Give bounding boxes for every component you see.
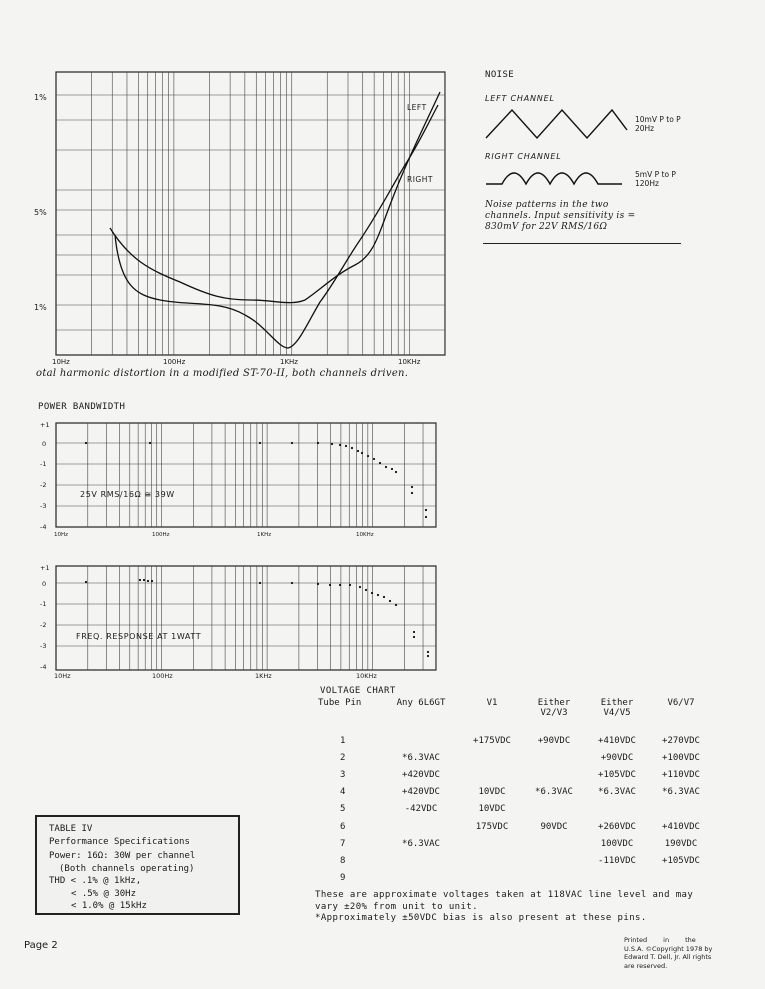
power-data-point — [367, 455, 369, 457]
freq-y-tick: 0 — [42, 580, 47, 588]
freq-data-point — [349, 584, 351, 586]
thd-x-tick: 10KHz — [398, 358, 421, 366]
freq-data-point — [359, 586, 361, 588]
freq-data-point — [147, 580, 149, 582]
freq-data-point — [291, 582, 293, 584]
noise-caption-line: 830mV for 22V RMS/16Ω — [485, 222, 608, 232]
voltage-cell: +260VDC — [598, 821, 636, 832]
power-y-tick: -1 — [40, 460, 47, 468]
power-data-point — [357, 450, 359, 452]
power-data-point — [395, 471, 397, 473]
power-x-tick: 100Hz — [152, 532, 170, 538]
freq-data-point — [365, 589, 367, 591]
freq-x-tick: 100Hz — [152, 672, 173, 680]
freq-data-point — [85, 581, 87, 583]
freq-data-point — [427, 655, 429, 657]
thd-curve-right — [115, 105, 438, 348]
thd-chart — [20, 60, 460, 370]
printed-line: Edward T. Dell, Jr. All rights — [624, 953, 712, 961]
voltage-note-line: These are approximate voltages taken at 118VAC line level and may — [315, 890, 694, 900]
voltage-cell: +420VDC — [402, 769, 440, 780]
freq-data-point — [389, 600, 391, 602]
thd-x-tick: 1KHz — [280, 358, 298, 366]
voltage-cell: +420VDC — [402, 787, 440, 798]
thd-label-right: RIGHT — [407, 175, 433, 184]
thd-x-tick: 100Hz — [163, 358, 186, 366]
freq-y-tick: -4 — [40, 663, 47, 671]
freq-y-tick: -2 — [40, 621, 47, 629]
voltage-cell — [522, 766, 586, 783]
voltage-cell: *6.3VAC — [402, 752, 440, 763]
freq-data-point — [317, 583, 319, 585]
noise-left-waveform — [482, 100, 632, 150]
voltage-row — [318, 749, 714, 766]
voltage-cell: +110VDC — [662, 769, 700, 780]
printed-line: are reserved. — [624, 961, 668, 970]
voltage-cell: +410VDC — [598, 735, 636, 746]
power-data-point — [85, 442, 87, 444]
freq-data-point — [143, 579, 145, 581]
voltage-table — [318, 698, 714, 887]
voltage-cell — [462, 852, 522, 869]
thd-y-tick: 5% — [34, 208, 47, 217]
voltage-row — [318, 852, 714, 869]
noise-right-label: RIGHT CHANNEL — [485, 152, 562, 161]
power-data-point — [373, 458, 375, 460]
power-data-point — [361, 452, 363, 454]
voltage-cell: 10VDC — [478, 804, 506, 815]
power-data-point — [345, 445, 347, 447]
freq-data-point — [371, 592, 373, 594]
freq-data-point — [413, 631, 415, 633]
power-y-tick: -4 — [40, 523, 47, 531]
voltage-header: V6/V7 — [667, 698, 695, 708]
voltage-cell — [380, 818, 462, 835]
table-iv-line: (Both channels operating) — [59, 863, 195, 874]
thd-x-tick: 10Hz — [52, 358, 70, 366]
voltage-cell: +270VDC — [662, 735, 700, 746]
power-data-point — [149, 442, 151, 444]
voltage-cell: 9 — [340, 873, 346, 884]
noise-left-value: 10mV P to P — [635, 115, 681, 124]
noise-caption-line: Noise patterns in the two — [485, 200, 609, 210]
voltage-cell: 3 — [340, 769, 346, 780]
voltage-note-line: vary ±20% from unit to unit. — [315, 901, 478, 912]
table-iv-line: Power: 16Ω: 30W per channel — [49, 851, 196, 861]
power-y-tick: +1 — [40, 421, 50, 429]
thd-curve-left — [110, 92, 440, 303]
table-iv-subtitle: Performance Specifications — [49, 836, 190, 847]
voltage-header-row — [318, 698, 714, 732]
voltage-row — [318, 784, 714, 801]
freq-data-point — [259, 582, 261, 584]
voltage-cell: *6.3VAC — [535, 787, 573, 798]
thd-y-tick: 1% — [34, 93, 47, 102]
voltage-cell — [380, 870, 462, 887]
freq-data-point — [413, 636, 415, 638]
power-data-point — [385, 466, 387, 468]
voltage-cell — [648, 870, 714, 887]
power-x-tick: 10KHz — [356, 532, 374, 538]
voltage-cell: 2 — [340, 752, 346, 763]
table-iv-line: THD < .1% @ 1kHz, — [49, 876, 142, 886]
power-chart — [20, 415, 445, 540]
freq-data-point — [427, 651, 429, 653]
freq-chart — [20, 560, 445, 685]
voltage-cell — [522, 749, 586, 766]
voltage-row — [318, 835, 714, 852]
power-data-point — [331, 443, 333, 445]
voltage-header: Either V4/V5 — [600, 698, 634, 718]
noise-right-value: 5mV P to P — [635, 170, 676, 179]
voltage-cell — [462, 870, 522, 887]
power-data-point — [351, 447, 353, 449]
voltage-cell: +90VDC — [600, 752, 634, 763]
power-data-point — [259, 442, 261, 444]
voltage-cell: +105VDC — [662, 855, 700, 866]
voltage-cell: 90VDC — [540, 821, 568, 832]
power-annotation: 25V RMS/16Ω ≅ 39W — [80, 490, 175, 499]
noise-caption-line: channels. Input sensitivity is = — [485, 211, 636, 221]
voltage-cell: -110VDC — [598, 855, 636, 866]
voltage-cell — [586, 801, 648, 818]
voltage-cell — [648, 801, 714, 818]
freq-data-point — [377, 594, 379, 596]
voltage-cell: 10VDC — [478, 787, 506, 798]
voltage-cell — [522, 835, 586, 852]
table-iv-box — [35, 815, 240, 915]
power-title: POWER BANDWIDTH — [38, 402, 126, 412]
voltage-row — [318, 732, 714, 749]
power-data-point — [339, 444, 341, 446]
voltage-cell: -42VDC — [404, 804, 438, 815]
voltage-cell: 190VDC — [664, 838, 698, 849]
voltage-cell: +105VDC — [598, 769, 636, 780]
voltage-row — [318, 870, 714, 887]
voltage-cell — [522, 801, 586, 818]
table-iv-title: TABLE IV — [49, 824, 93, 834]
power-y-tick: -3 — [40, 502, 47, 510]
voltage-header: Either V2/V3 — [537, 698, 571, 718]
power-x-tick: 10Hz — [54, 532, 69, 538]
voltage-header: V1 — [486, 698, 498, 708]
noise-right-waveform — [482, 160, 632, 190]
noise-left-freq: 20Hz — [635, 124, 655, 133]
freq-x-tick: 10KHz — [356, 672, 377, 680]
power-y-tick: 0 — [42, 440, 47, 448]
voltage-cell: +175VDC — [473, 735, 511, 746]
voltage-row — [318, 818, 714, 835]
voltage-cell — [522, 870, 586, 887]
voltage-cell: +90VDC — [537, 735, 571, 746]
voltage-cell: +410VDC — [662, 821, 700, 832]
freq-x-tick: 1KHz — [255, 672, 272, 680]
voltage-cell: *6.3VAC — [662, 787, 700, 798]
power-data-point — [411, 492, 413, 494]
noise-right-freq: 120Hz — [635, 179, 659, 188]
page-number: Page 2 — [24, 940, 58, 951]
voltage-header: Any 6L6GT — [396, 698, 446, 708]
voltage-title: VOLTAGE CHART — [320, 686, 396, 696]
thd-label-left: LEFT — [407, 103, 427, 112]
freq-y-tick: +1 — [40, 564, 50, 572]
voltage-cell: *6.3VAC — [598, 787, 636, 798]
freq-y-tick: -1 — [40, 600, 47, 608]
thd-caption: otal harmonic distortion in a modified ST-70-II, both channels driven. — [36, 368, 409, 379]
power-data-point — [291, 442, 293, 444]
freq-data-point — [329, 584, 331, 586]
power-x-tick: 1KHz — [257, 532, 272, 538]
freq-data-point — [151, 580, 153, 582]
table-iv-line: < 1.0% @ 15kHz — [71, 901, 147, 911]
thd-y-tick: 1% — [34, 303, 47, 312]
power-data-point — [317, 442, 319, 444]
noise-left-label: LEFT CHANNEL — [485, 94, 555, 103]
voltage-cell — [462, 749, 522, 766]
voltage-cell — [586, 870, 648, 887]
voltage-cell — [380, 852, 462, 869]
noise-divider — [483, 243, 681, 244]
freq-data-point — [395, 604, 397, 606]
voltage-header: Tube Pin — [318, 698, 362, 708]
voltage-cell — [462, 766, 522, 783]
power-data-point — [425, 509, 427, 511]
power-data-point — [411, 486, 413, 488]
voltage-cell — [462, 835, 522, 852]
freq-x-tick: 10Hz — [54, 672, 71, 680]
voltage-cell: 175VDC — [475, 821, 509, 832]
voltage-row — [318, 801, 714, 818]
voltage-note-line: *Approximately ±50VDC bias is also present at these pins. — [315, 913, 647, 923]
power-data-point — [391, 468, 393, 470]
voltage-cell: *6.3VAC — [402, 838, 440, 849]
printed-line: Printed in the — [624, 936, 696, 944]
freq-annotation: FREQ. RESPONSE AT 1WATT — [76, 632, 202, 641]
printed-line: U.S.A. ©Copyright 1978 by — [624, 944, 713, 953]
voltage-cell: 4 — [340, 787, 346, 798]
voltage-cell: 6 — [340, 821, 346, 832]
power-data-point — [425, 516, 427, 518]
freq-y-tick: -3 — [40, 642, 47, 650]
power-y-tick: -2 — [40, 481, 47, 489]
freq-data-point — [383, 596, 385, 598]
voltage-cell: 7 — [340, 838, 346, 849]
voltage-cell — [380, 732, 462, 749]
freq-data-point — [139, 579, 141, 581]
voltage-cell — [522, 852, 586, 869]
voltage-cell: 100VDC — [600, 838, 634, 849]
voltage-row — [318, 766, 714, 783]
table-iv-line: < .5% @ 30Hz — [71, 888, 137, 899]
power-data-point — [379, 462, 381, 464]
noise-title: NOISE — [485, 70, 515, 80]
voltage-cell: 8 — [340, 855, 346, 866]
voltage-cell: +100VDC — [662, 752, 700, 763]
freq-data-point — [339, 584, 341, 586]
voltage-cell: 1 — [340, 735, 346, 746]
voltage-cell: 5 — [340, 804, 346, 815]
